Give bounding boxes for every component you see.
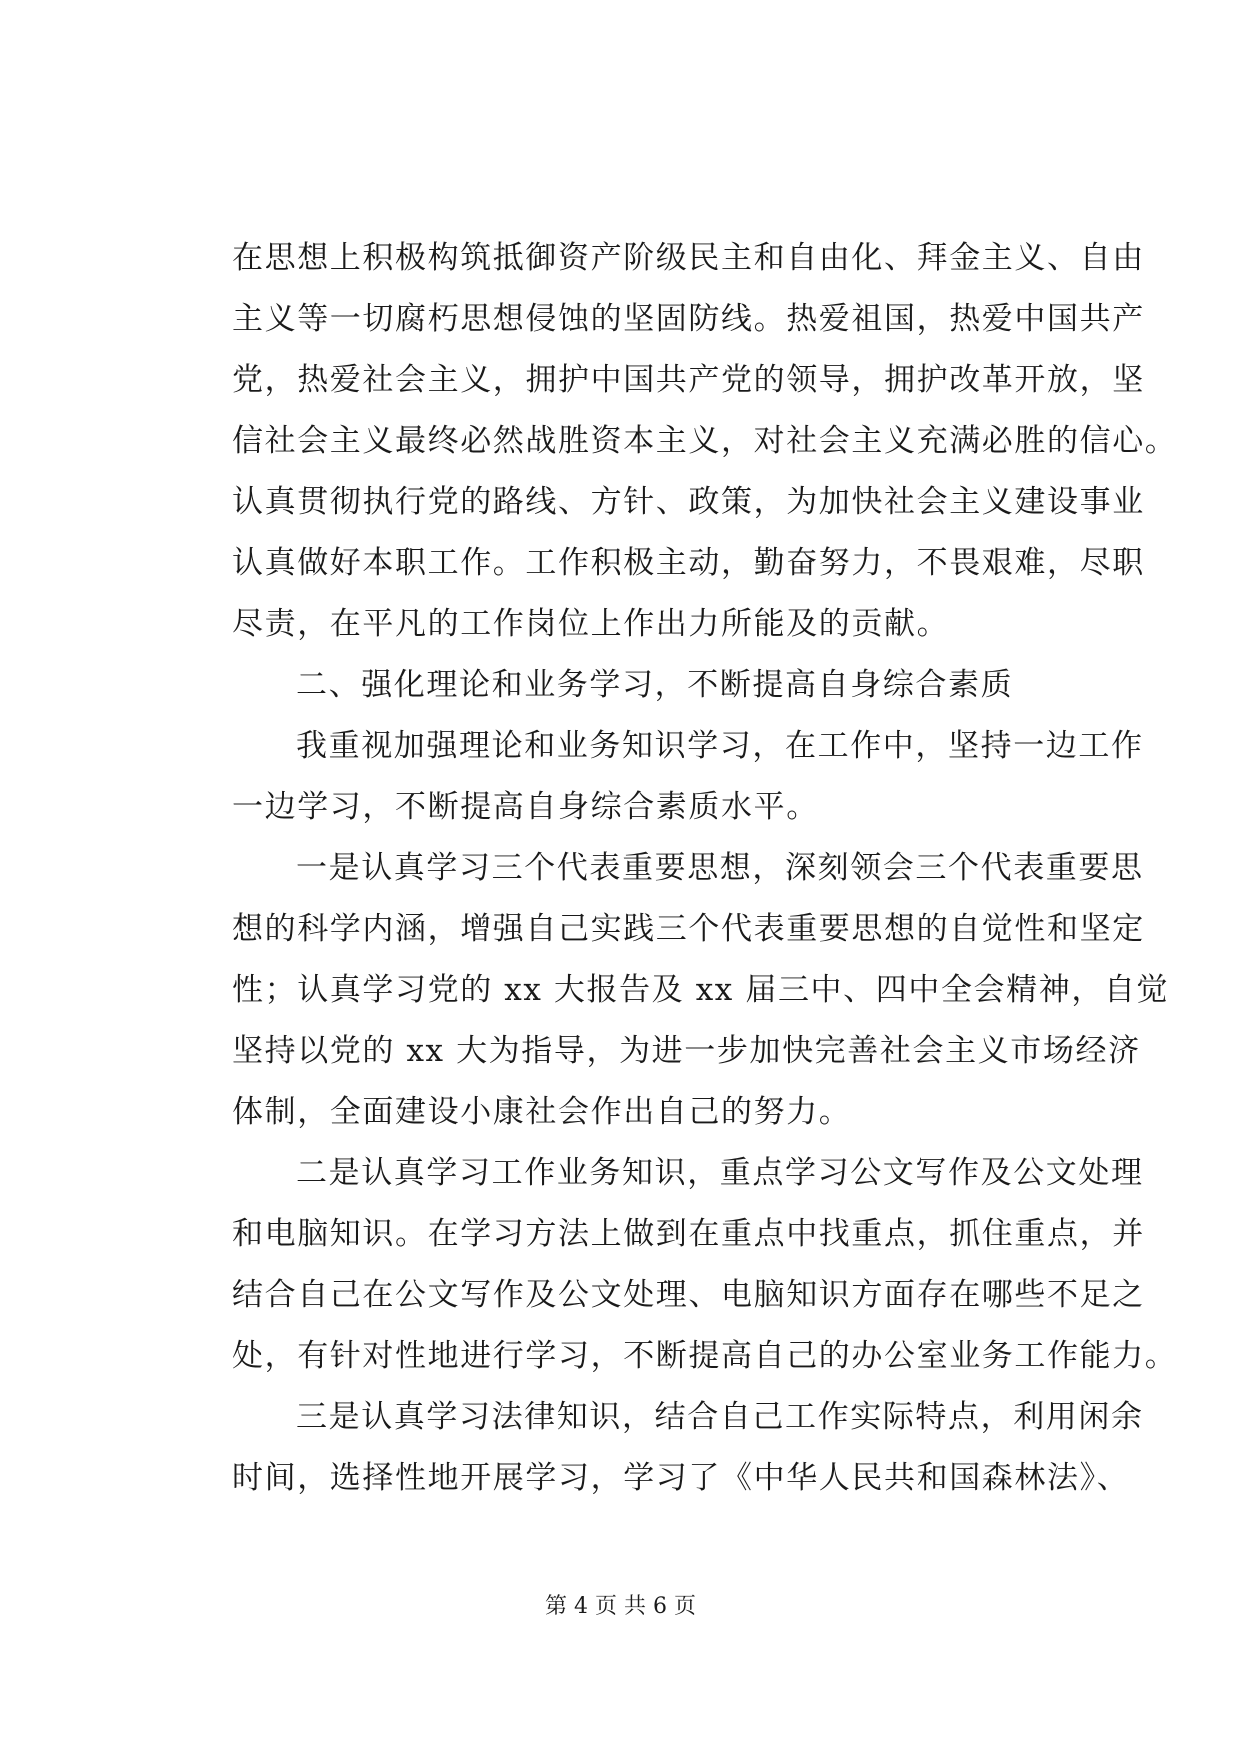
text-line: 处，有针对性地进行学习，不断提高自己的办公室业务工作能力。 [232, 1338, 1178, 1374]
text-line: 党，热爱社会主义，拥护中国共产党的领导，拥护改革开放，坚 [232, 362, 1145, 398]
text-line: 性；认真学习党的 xx 大报告及 xx 届三中、四中全会精神，自觉 [232, 972, 1170, 1008]
text-line: 认真做好本职工作。工作积极主动，勤奋努力，不畏艰难，尽职 [232, 545, 1145, 581]
text-line: 一边学习，不断提高自身综合素质水平。 [232, 789, 819, 825]
text-line: 时间，选择性地开展学习，学习了《中华人民共和国森林法》、 [232, 1460, 1130, 1496]
text-line: 在思想上积极构筑抵御资产阶级民主和自由化、拜金主义、自由 [232, 240, 1145, 276]
text-line: 坚持以党的 xx 大为指导，为进一步加快完善社会主义市场经济 [232, 1033, 1141, 1069]
page-footer [0, 1592, 1241, 1622]
text-line: 三是认真学习法律知识，结合自己工作实际特点，利用闲余 [296, 1399, 1144, 1435]
text-line: 体制，全面建设小康社会作出自己的努力。 [232, 1094, 852, 1130]
text-line: 结合自己在公文写作及公文处理、电脑知识方面存在哪些不足之 [232, 1277, 1145, 1313]
text-line: 主义等一切腐朽思想侵蚀的坚固防线。热爱祖国，热爱中国共产 [232, 301, 1145, 337]
text-line: 一是认真学习三个代表重要思想，深刻领会三个代表重要思 [296, 850, 1144, 886]
text-line: 二是认真学习工作业务知识，重点学习公文写作及公文处理 [296, 1155, 1144, 1191]
document-body [232, 228, 1178, 1509]
text-line: 认真贯彻执行党的路线、方针、政策，为加快社会主义建设事业 [232, 484, 1145, 520]
section-heading: 二、强化理论和业务学习，不断提高自身综合素质 [296, 667, 1014, 703]
page-number-label: 第 4 页 共 6 页 [545, 1594, 696, 1619]
text-line: 信社会主义最终必然战胜资本主义，对社会主义充满必胜的信心。 [232, 423, 1178, 459]
text-line: 和电脑知识。在学习方法上做到在重点中找重点，抓住重点，并 [232, 1216, 1145, 1252]
text-line: 想的科学内涵，增强自己实践三个代表重要思想的自觉性和坚定 [232, 911, 1145, 947]
text-line: 我重视加强理论和业务知识学习，在工作中，坚持一边工作 [296, 728, 1144, 764]
text-line: 尽责，在平凡的工作岗位上作出力所能及的贡献。 [232, 606, 950, 642]
